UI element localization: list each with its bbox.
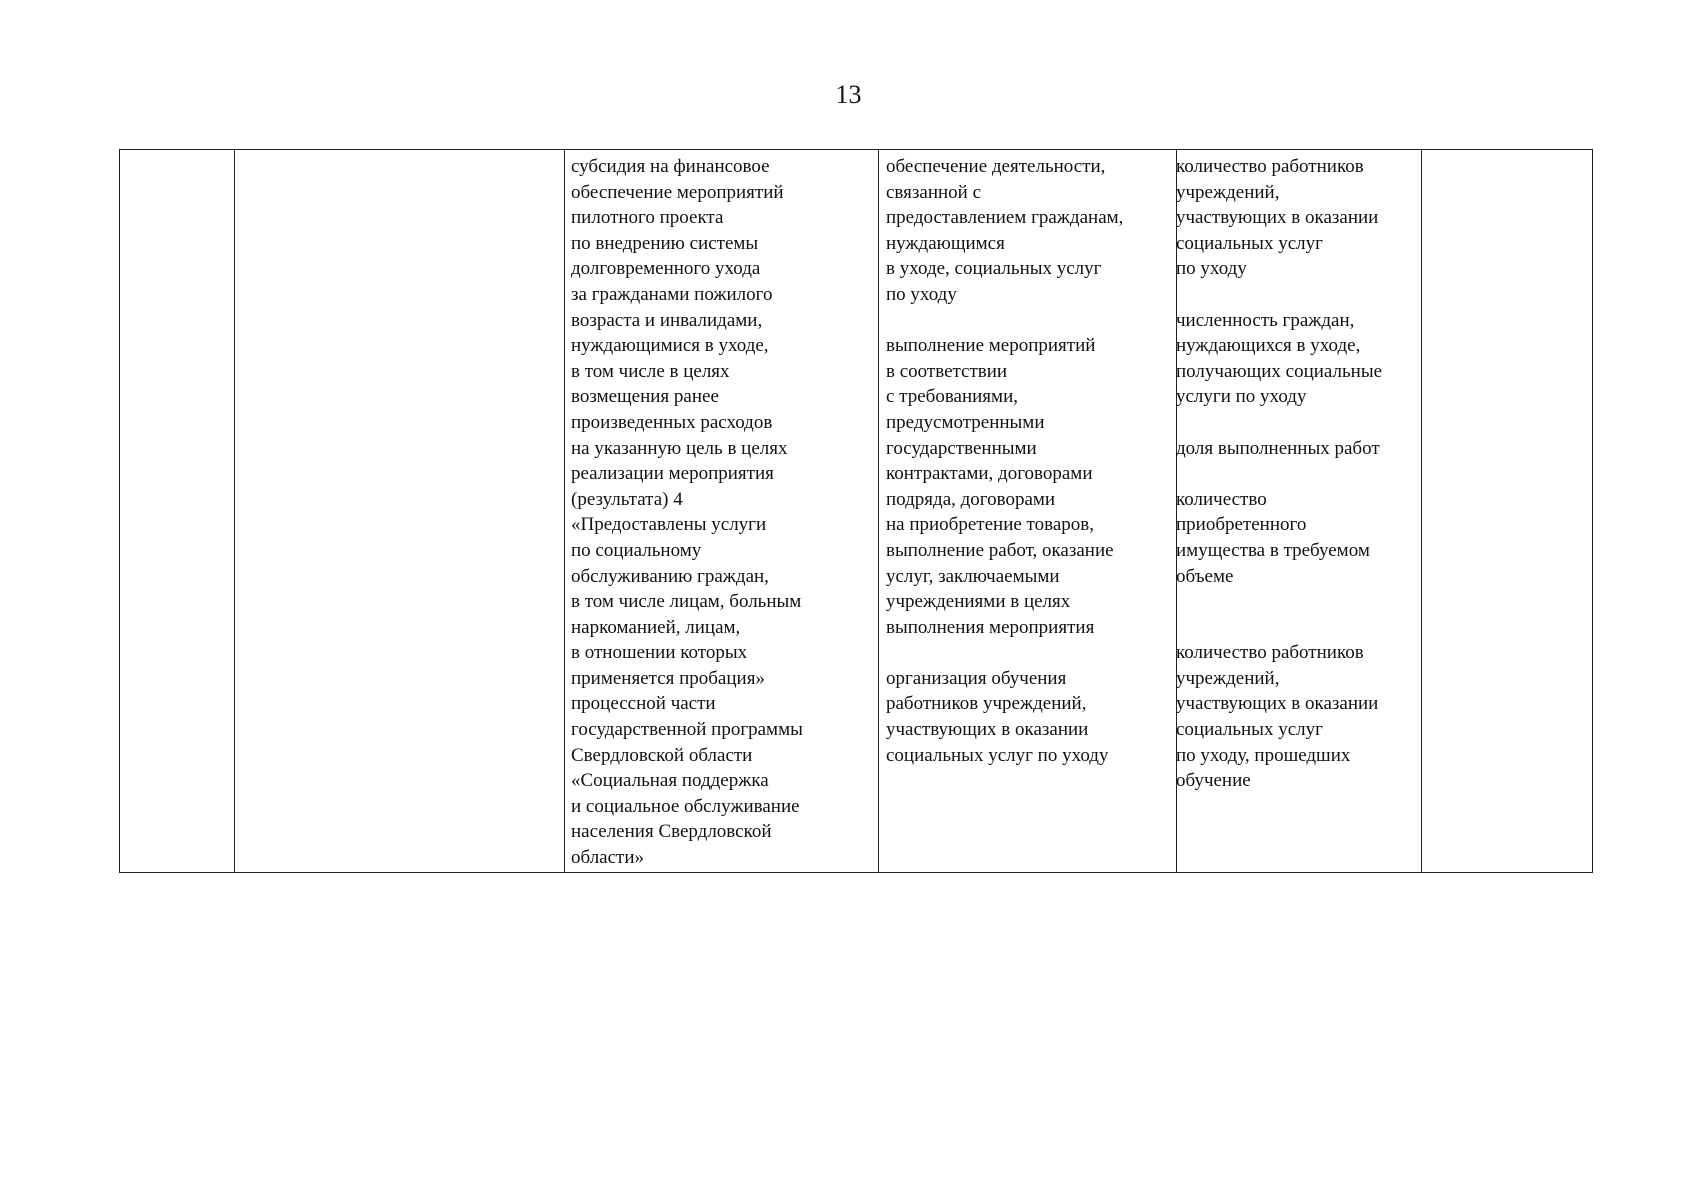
text-line <box>886 640 1123 666</box>
text-line: получающих социальные <box>1176 360 1383 382</box>
text-line: в соответствии <box>886 360 1008 382</box>
text-line: долговременного ухода <box>571 258 761 280</box>
text-line: имущества в требуемом <box>1176 539 1370 561</box>
text-line: доля выполненных работ <box>1176 437 1380 459</box>
text-line: по уходу, прошедших <box>1176 744 1351 766</box>
text-line: выполнение работ, оказание <box>886 539 1114 561</box>
text-line: на приобретение товаров, <box>886 514 1094 536</box>
text-line: с требованиями, <box>886 386 1018 408</box>
text-line: Свердловской области <box>571 744 753 766</box>
text-line: возраста и инвалидами, <box>571 309 763 331</box>
text-line: государственными <box>886 437 1037 459</box>
text-line: приобретенного <box>1176 514 1307 536</box>
text-line <box>1176 615 1382 641</box>
text-line: субсидия на финансовое <box>571 156 770 177</box>
text-line: учреждениями в целях <box>886 591 1071 613</box>
column-divider <box>234 150 235 872</box>
text-line: и социальное обслуживание <box>571 795 800 817</box>
text-line: численность граждан, <box>1176 309 1355 331</box>
text-line: наркоманией, лицам, <box>571 616 741 638</box>
measures-table <box>119 149 1593 873</box>
text-line: возмещения ранее <box>571 386 719 408</box>
text-line: объеме <box>1176 565 1234 587</box>
text-line: по внедрению системы <box>571 232 759 254</box>
text-line: нуждающимся <box>886 232 1005 254</box>
text-line: произведенных расходов <box>571 411 773 433</box>
text-line: в том числе лицам, больным <box>571 591 802 613</box>
text-line: обслуживанию граждан, <box>571 565 769 587</box>
text-line: в уходе, социальных услуг <box>886 258 1102 280</box>
text-line <box>1176 461 1382 487</box>
cell-indicators <box>1176 154 1382 794</box>
text-line: по уходу <box>886 283 957 305</box>
text-line: применяется пробация» <box>571 667 765 689</box>
cell-activity-description <box>886 154 1123 768</box>
text-line: количество работников <box>1176 156 1364 177</box>
text-line: пилотного проекта <box>571 207 724 229</box>
text-line: нуждающимися в уходе, <box>571 335 769 357</box>
text-line: участвующих в оказании <box>886 719 1089 741</box>
column-divider <box>878 150 879 872</box>
text-line: работников учреждений, <box>886 693 1087 715</box>
text-line: обеспечение мероприятий <box>571 181 784 203</box>
text-line: подряда, договорами <box>886 488 1056 510</box>
text-line: (результата) 4 <box>571 488 683 510</box>
column-divider <box>1421 150 1422 872</box>
text-line: выполнение мероприятий <box>886 335 1096 357</box>
text-line: услуг, заключаемыми <box>886 565 1060 587</box>
text-line: учреждений, <box>1176 667 1280 689</box>
text-line: населения Свердловской <box>571 821 772 843</box>
text-line: контрактами, договорами <box>886 463 1093 485</box>
text-line: предоставлением гражданам, <box>886 207 1124 229</box>
text-line: области» <box>571 847 645 869</box>
text-line: на указанную цель в целях <box>571 437 788 459</box>
text-line: учреждений, <box>1176 181 1280 203</box>
text-line <box>1176 589 1382 615</box>
text-line: нуждающихся в уходе, <box>1176 335 1361 357</box>
text-line: «Социальная поддержка <box>571 770 769 792</box>
text-line: процессной части <box>571 693 716 715</box>
text-line: участвующих в оказании <box>1176 207 1379 229</box>
text-line <box>886 308 1123 334</box>
text-line: государственной программы <box>571 719 803 741</box>
text-line: выполнения мероприятия <box>886 616 1095 638</box>
text-line: за гражданами пожилого <box>571 283 773 305</box>
text-line: предусмотренными <box>886 411 1045 433</box>
text-line: социальных услуг <box>1176 232 1323 254</box>
text-line <box>1176 282 1382 308</box>
text-line: обеспечение деятельности, <box>886 156 1106 177</box>
text-line: социальных услуг <box>1176 719 1323 741</box>
text-line: в отношении которых <box>571 642 748 664</box>
text-line: участвующих в оказании <box>1176 693 1379 715</box>
text-line: обучение <box>1176 770 1251 792</box>
text-line: услуги по уходу <box>1176 386 1307 408</box>
text-line: «Предоставлены услуги <box>571 514 767 536</box>
cell-subsidy-description <box>571 154 803 871</box>
text-line: по социальному <box>571 539 702 561</box>
text-line: связанной с <box>886 181 982 203</box>
text-line: социальных услуг по уходу <box>886 744 1109 766</box>
text-line: количество <box>1176 488 1267 510</box>
text-line: по уходу <box>1176 258 1247 280</box>
text-line <box>1176 410 1382 436</box>
text-line: реализации мероприятия <box>571 463 774 485</box>
column-divider <box>564 150 565 872</box>
text-line: количество работников <box>1176 642 1364 664</box>
text-line: организация обучения <box>886 667 1067 689</box>
text-line: в том числе в целях <box>571 360 730 382</box>
page-number: 13 <box>835 80 862 109</box>
